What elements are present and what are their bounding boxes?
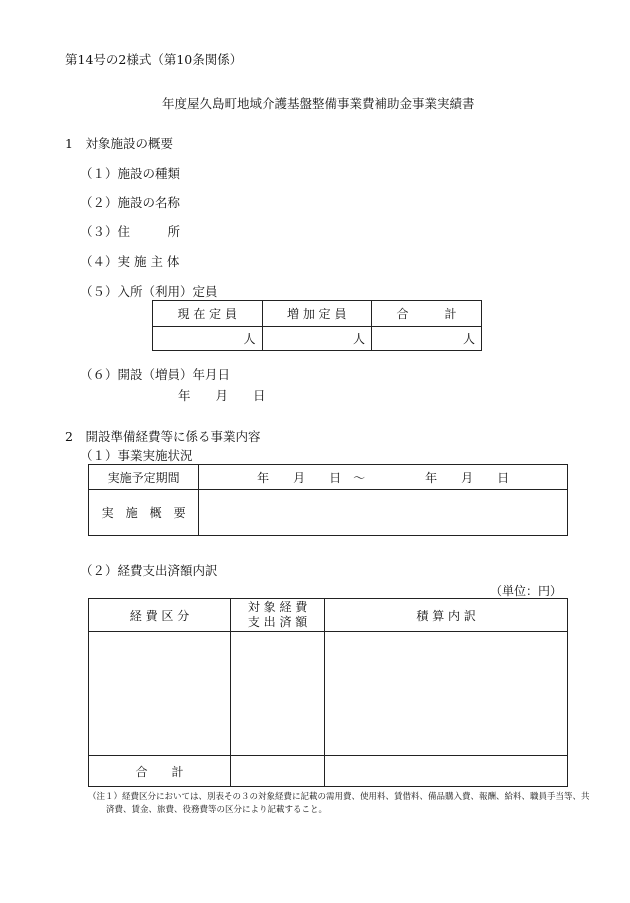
summary-label: 実 施 概 要 (89, 490, 199, 536)
opening-date-value: 年 月 日 (178, 388, 266, 403)
target-expense-cell (230, 632, 324, 756)
expense-breakdown-label: （２）経費支出済額内訳 (80, 563, 218, 578)
section-2-heading: 2 開設準備経費等に係る事業内容 (65, 429, 261, 444)
expense-category-cell (89, 632, 231, 756)
header-calculation-details: 積 算 内 訳 (325, 599, 568, 632)
item-address: （３）住 所 (80, 224, 181, 239)
item-facility-type: （１）施設の種類 (80, 166, 181, 181)
document-title: 年度屋久島町地域介護基盤整備事業費補助金事業実績書 (162, 96, 475, 111)
header-target-expense-line2: 支 出 済 額 (247, 615, 308, 629)
increase-capacity-cell: 人 (262, 327, 372, 351)
header-total-capacity: 合 計 (372, 301, 482, 327)
capacity-table (152, 300, 482, 351)
total-details-cell (325, 756, 568, 787)
header-expense-category: 経 費 区 分 (89, 599, 231, 632)
form-number: 第14号の2様式（第10条関係） (65, 52, 243, 67)
header-target-expense (230, 599, 324, 632)
current-capacity-cell: 人 (153, 327, 263, 351)
total-label: 合 計 (89, 756, 231, 787)
item-opening-date: （６）開設（増員）年月日 (80, 367, 231, 382)
summary-value (199, 490, 568, 536)
unit-label: （単位：円） (490, 584, 563, 598)
header-current-capacity: 現 在 定 員 (153, 301, 263, 327)
calculation-details-cell (325, 632, 568, 756)
section-1-heading: 1 対象施設の概要 (65, 136, 173, 151)
header-target-expense-line1: 対 象 経 費 (247, 600, 308, 614)
total-amount-cell (230, 756, 324, 787)
period-value: 年 月 日 ～ 年 月 日 (199, 465, 568, 490)
item-operator: （４）実 施 主 体 (80, 254, 180, 269)
implementation-status-table (88, 464, 568, 536)
item-facility-name: （２）施設の名称 (80, 195, 181, 210)
expense-table (88, 598, 568, 787)
period-label: 実施予定期間 (89, 465, 199, 490)
implementation-status-label: （１）事業実施状況 (80, 448, 193, 463)
item-capacity: （５）入所（利用）定員 (80, 284, 218, 299)
header-increase-capacity: 増 加 定 員 (262, 301, 372, 327)
footnote: （注１）経費区分においては、別表その３の対象経費に記載の需用費、使用料、賃借料、備品購入費、報酬、給料、職員手当等、共済費、賃金、旅費、役務費等の区分により記載すること。 (88, 792, 590, 815)
total-capacity-cell: 人 (372, 327, 482, 351)
